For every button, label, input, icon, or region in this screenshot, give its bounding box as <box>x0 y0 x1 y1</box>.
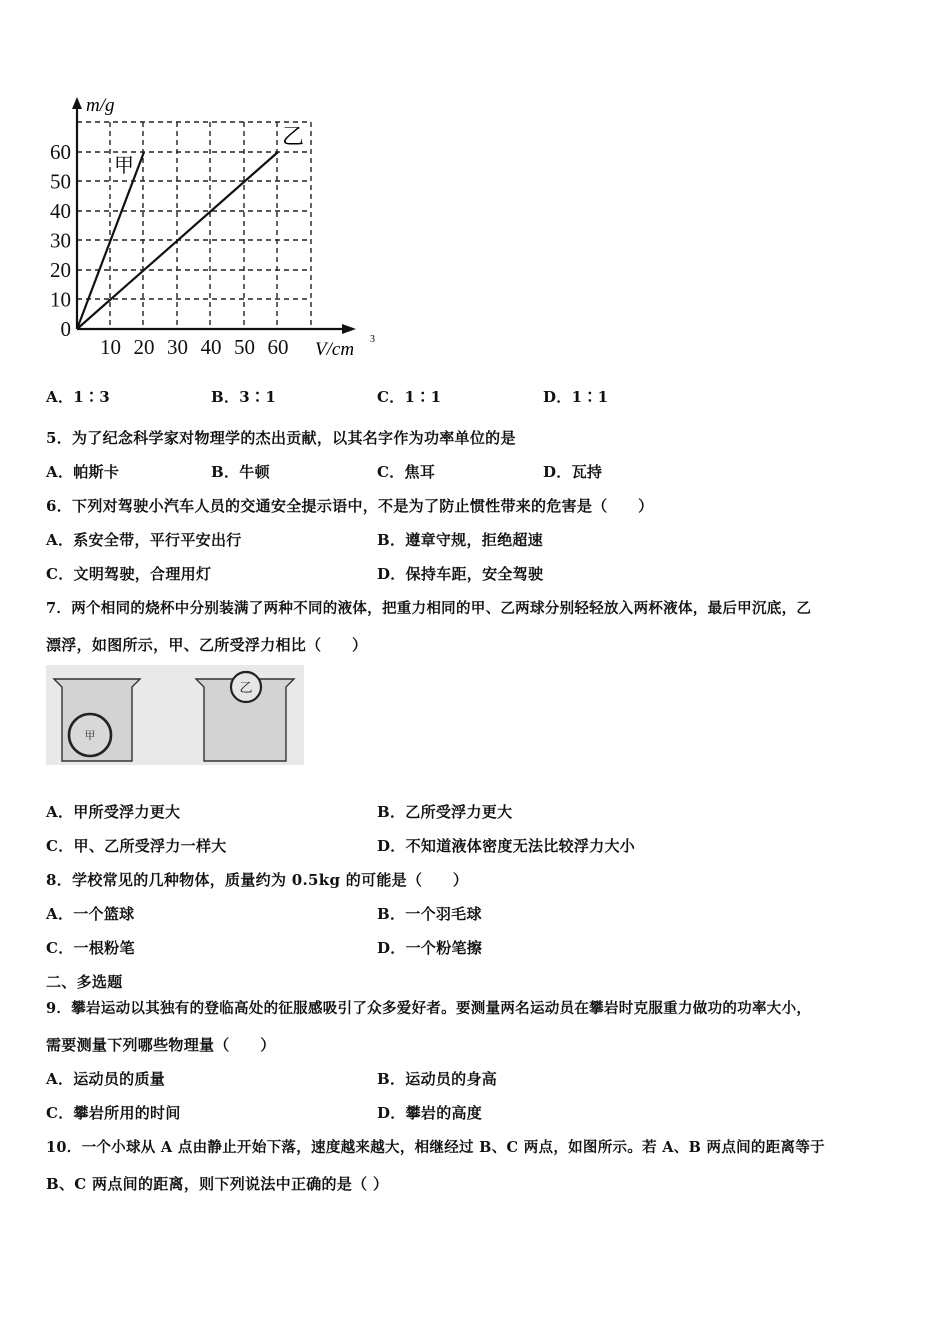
q10-stem-line2: B、C 两点间的距离，则下列说法中正确的是（ ） <box>46 1175 389 1193</box>
q4-option-a[interactable]: A．1∶3 <box>46 388 111 406</box>
y-tick-label: 20 <box>50 258 71 282</box>
ball-label-yi: 乙 <box>239 681 253 696</box>
q5-option-c[interactable]: C．焦耳 <box>377 463 436 481</box>
q7-stem-line2: 漂浮，如图所示，甲、乙所受浮力相比（ ） <box>46 636 368 654</box>
q7-option-b[interactable]: B．乙所受浮力更大 <box>377 803 513 821</box>
q6-option-b[interactable]: B．遵章守规，拒绝超速 <box>377 531 543 549</box>
q7-stem-line1: 7．两个相同的烧杯中分别装满了两种不同的液体，把重力相同的甲、乙两球分别轻轻放入两杯液体，最后甲沉底，乙 <box>46 600 812 617</box>
q8-option-a[interactable]: A．一个篮球 <box>46 905 135 923</box>
q8-option-b[interactable]: B．一个羽毛球 <box>377 905 482 923</box>
y-tick-label: 10 <box>50 287 71 312</box>
q4-option-d[interactable]: D．1∶1 <box>543 388 609 406</box>
q9-stem-line1: 9．攀岩运动以其独有的登临高处的征服感吸引了众多爱好者。要测量两名运动员在攀岩时克服重力做功的功率大小， <box>46 1000 812 1017</box>
y-tick-label: 40 <box>50 199 71 223</box>
x-tick-label: 30 <box>167 335 188 359</box>
q5-option-a[interactable]: A．帕斯卡 <box>46 463 120 481</box>
q8-option-d[interactable]: D．一个粉笔擦 <box>377 939 483 957</box>
q7-option-d[interactable]: D．不知道液体密度无法比较浮力大小 <box>377 837 636 855</box>
q9-stem-line2: 需要测量下列哪些物理量（ ） <box>46 1036 276 1054</box>
y-tick-label: 50 <box>50 169 71 194</box>
y-tick-label: 0 <box>60 317 71 341</box>
x-tick-label: 10 <box>100 335 121 359</box>
y-axis-label: m/g <box>86 95 115 116</box>
q7-option-c[interactable]: C．甲、乙所受浮力一样大 <box>46 837 227 855</box>
q6-option-c[interactable]: C．文明驾驶，合理用灯 <box>46 565 212 583</box>
x-tick-label: 40 <box>200 335 222 359</box>
x-axis-exponent: 3 <box>370 334 375 345</box>
q9-option-c[interactable]: C．攀岩所用的时间 <box>46 1104 181 1122</box>
q5-option-d[interactable]: D．瓦持 <box>543 463 603 481</box>
x-tick-label: 50 <box>234 335 255 359</box>
q9-option-b[interactable]: B．运动员的身高 <box>377 1070 498 1088</box>
q5-option-b[interactable]: B．牛顿 <box>211 463 270 481</box>
q9-option-d[interactable]: D．攀岩的高度 <box>377 1104 483 1122</box>
x-tick-label: 60 <box>267 335 289 359</box>
x-axis-label: V/cm <box>315 339 355 360</box>
q6-option-a[interactable]: A．系安全带，平行平安出行 <box>46 531 242 549</box>
q5-stem: 5．为了纪念科学家对物理学的杰出贡献，以其名字作为功率单位的是 <box>46 429 516 447</box>
q4-option-c[interactable]: C．1∶1 <box>377 388 442 406</box>
y-tick-label: 30 <box>50 228 71 253</box>
mass-volume-graph <box>40 92 390 367</box>
y-tick-label: 60 <box>50 140 71 164</box>
beakers-figure <box>46 665 304 765</box>
q8-stem: 8．学校常见的几种物体，质量约为 0.5kg 的可能是（ ） <box>46 871 469 889</box>
section-title-multiple-choice: 二、多选题 <box>46 973 123 991</box>
line-label-jia: 甲 <box>114 155 134 177</box>
q8-option-c[interactable]: C．一根粉笔 <box>46 939 135 957</box>
x-tick-label: 20 <box>133 335 155 359</box>
q10-stem-line1: 10．一个小球从 A 点由静止开始下落，速度越来越大，相继经过 B、C 两点，如图所示。若 A、B 两点间的距离等于 <box>46 1139 825 1156</box>
q4-option-b[interactable]: B．3∶1 <box>211 388 277 406</box>
line-label-yi: 乙 <box>282 124 305 149</box>
q7-option-a[interactable]: A．甲所受浮力更大 <box>46 803 181 821</box>
q9-option-a[interactable]: A．运动员的质量 <box>46 1070 166 1088</box>
q6-option-d[interactable]: D．保持车距，安全驾驶 <box>377 565 544 583</box>
q6-stem: 6．下列对驾驶小汽车人员的交通安全提示语中，不是为了防止惯性带来的危害是（ ） <box>46 497 654 515</box>
ball-label-jia: 甲 <box>84 729 96 742</box>
